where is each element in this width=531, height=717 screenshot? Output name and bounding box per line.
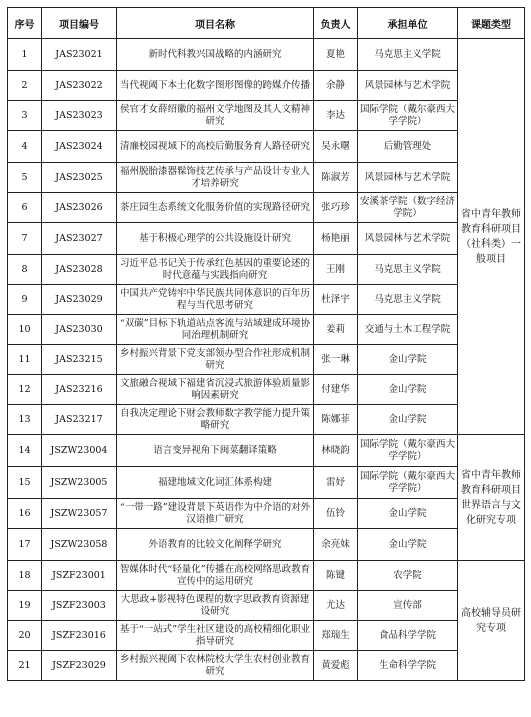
cell-no: 21 (8, 651, 42, 681)
cell-name: 中国共产党铸牢中华民族共同体意识的百年历程与当代思考研究 (117, 285, 314, 315)
table-row (8, 651, 525, 681)
cell-unit: 风景园林与艺术学院 (358, 163, 458, 193)
cell-code: JAS23030 (42, 315, 117, 345)
cell-code: JAS23029 (42, 285, 117, 315)
cell-leader: 林晓韵 (314, 435, 358, 467)
cell-no: 5 (8, 163, 42, 193)
cell-name: 文旅融合视域下福建省沉浸式旅游体验质量影响因素研究 (117, 375, 314, 405)
cell-no: 9 (8, 285, 42, 315)
cell-code: JAS23028 (42, 255, 117, 285)
table-row (8, 529, 525, 561)
table-row (8, 71, 525, 101)
cell-unit: 金山学院 (358, 499, 458, 529)
cell-code: JSZF23001 (42, 561, 117, 591)
cell-code: JAS23021 (42, 39, 117, 71)
project-table (7, 7, 525, 681)
cell-unit: 风景园林与艺术学院 (358, 223, 458, 255)
cell-unit: 金山学院 (358, 375, 458, 405)
cell-leader: 张一琳 (314, 345, 358, 375)
table-row (8, 39, 525, 71)
cell-unit: 国际学院（戴尔豪西大学学院） (358, 101, 458, 131)
cell-leader: 付建华 (314, 375, 358, 405)
table-row (8, 101, 525, 131)
cell-code: JSZW23057 (42, 499, 117, 529)
cell-leader: 张巧珍 (314, 193, 358, 223)
cell-leader: 姜莉 (314, 315, 358, 345)
cell-no: 17 (8, 529, 42, 561)
header-type: 课题类型 (458, 8, 525, 39)
header-name: 项目名称 (117, 8, 314, 39)
cell-name: 福建地域文化词汇体系构建 (117, 467, 314, 499)
cell-code: JSZF23029 (42, 651, 117, 681)
table-row (8, 467, 525, 499)
cell-no: 4 (8, 131, 42, 163)
table-row (8, 255, 525, 285)
header-no: 序号 (8, 8, 42, 39)
cell-name: “双碳”目标下轨道站点客流与站域建成环境协同治理机制研究 (117, 315, 314, 345)
cell-name: “一带一路”建设背景下英语作为中介语的对外汉语推广研究 (117, 499, 314, 529)
cell-leader: 陈键 (314, 561, 358, 591)
cell-no: 15 (8, 467, 42, 499)
cell-name: 乡村振兴视阈下农林院校大学生农村创业教育研究 (117, 651, 314, 681)
cell-no: 1 (8, 39, 42, 71)
cell-name: 基于积极心理学的公共设施设计研究 (117, 223, 314, 255)
cell-no: 3 (8, 101, 42, 131)
table-row (8, 375, 525, 405)
cell-code: JAS23024 (42, 131, 117, 163)
cell-unit: 马克思主义学院 (358, 285, 458, 315)
header-row (8, 8, 525, 39)
cell-leader: 吴永曙 (314, 131, 358, 163)
cell-name: 侯官才女薛绍徽的福州文学地图及其人文精神研究 (117, 101, 314, 131)
cell-leader: 王刚 (314, 255, 358, 285)
table-row (8, 561, 525, 591)
cell-unit: 交通与土木工程学院 (358, 315, 458, 345)
cell-no: 2 (8, 71, 42, 101)
cell-no: 20 (8, 621, 42, 651)
table-row (8, 435, 525, 467)
cell-type: 省中青年教师教育科研项目（社科类）一般项目 (458, 39, 525, 435)
cell-name: 外语教育的比较文化阐释学研究 (117, 529, 314, 561)
cell-code: JSZW23058 (42, 529, 117, 561)
cell-name: 福州脱胎漆器髹饰技艺传承与产品设计专业人才培养研究 (117, 163, 314, 193)
cell-code: JAS23025 (42, 163, 117, 193)
table-row (8, 345, 525, 375)
header-unit: 承担单位 (358, 8, 458, 39)
table-row (8, 163, 525, 193)
table-row (8, 621, 525, 651)
cell-unit: 金山学院 (358, 345, 458, 375)
cell-unit: 金山学院 (358, 405, 458, 435)
cell-leader: 李达 (314, 101, 358, 131)
cell-name: 智媒体时代“轻量化”传播在高校网络思政教育宣传中的运用研究 (117, 561, 314, 591)
cell-name: 新时代科教兴国战略的内涵研究 (117, 39, 314, 71)
header-code: 项目编号 (42, 8, 117, 39)
cell-name: 大思政+影视特色课程的数字思政教育资源建设研究 (117, 591, 314, 621)
cell-unit: 金山学院 (358, 529, 458, 561)
cell-code: JAS23027 (42, 223, 117, 255)
cell-code: JSZW23005 (42, 467, 117, 499)
cell-no: 11 (8, 345, 42, 375)
cell-name: 清廉校园视域下的高校后勤服务育人路径研究 (117, 131, 314, 163)
table-row (8, 223, 525, 255)
cell-name: 当代视阈下本土化数字图形图像的跨媒介传播 (117, 71, 314, 101)
cell-leader: 余静 (314, 71, 358, 101)
cell-unit: 食品科学学院 (358, 621, 458, 651)
cell-no: 12 (8, 375, 42, 405)
cell-leader: 夏艳 (314, 39, 358, 71)
cell-code: JSZW23004 (42, 435, 117, 467)
cell-code: JAS23022 (42, 71, 117, 101)
cell-unit: 国际学院（戴尔豪西大学学院） (358, 435, 458, 467)
cell-no: 13 (8, 405, 42, 435)
cell-no: 10 (8, 315, 42, 345)
cell-code: JAS23023 (42, 101, 117, 131)
table-row (8, 285, 525, 315)
cell-no: 8 (8, 255, 42, 285)
cell-unit: 农学院 (358, 561, 458, 591)
cell-unit: 风景园林与艺术学院 (358, 71, 458, 101)
table-row (8, 405, 525, 435)
cell-type: 省中青年教师教育科研项目世界语言与文化研究专项 (458, 435, 525, 561)
cell-unit: 马克思主义学院 (358, 39, 458, 71)
cell-leader: 伍铃 (314, 499, 358, 529)
cell-no: 18 (8, 561, 42, 591)
cell-leader: 雷妤 (314, 467, 358, 499)
cell-no: 14 (8, 435, 42, 467)
cell-name: 语言变异视角下闽菜翻译策略 (117, 435, 314, 467)
cell-code: JAS23026 (42, 193, 117, 223)
cell-code: JAS23215 (42, 345, 117, 375)
cell-unit: 生命科学学院 (358, 651, 458, 681)
cell-name: 习近平总书记关于传承红色基因的重要论述的时代意蕴与实践指向研究 (117, 255, 314, 285)
cell-name: 乡村振兴背景下党支部领办型合作社形成机制研究 (117, 345, 314, 375)
cell-name: 自我决定理论下财会教师数字教学能力提升策略研究 (117, 405, 314, 435)
cell-leader: 尤达 (314, 591, 358, 621)
cell-unit: 后勤管理处 (358, 131, 458, 163)
table-row (8, 499, 525, 529)
cell-unit: 马克思主义学院 (358, 255, 458, 285)
cell-code: JSZF23016 (42, 621, 117, 651)
table-row (8, 591, 525, 621)
cell-code: JSZF23003 (42, 591, 117, 621)
cell-type: 高校辅导员研究专项 (458, 561, 525, 681)
cell-code: JAS23217 (42, 405, 117, 435)
cell-no: 7 (8, 223, 42, 255)
cell-leader: 陈娜菲 (314, 405, 358, 435)
table-row (8, 131, 525, 163)
cell-name: 基于“一站式”学生社区建设的高校精细化职业指导研究 (117, 621, 314, 651)
cell-unit: 国际学院（戴尔豪西大学学院） (358, 467, 458, 499)
table-row (8, 193, 525, 223)
header-leader: 负责人 (314, 8, 358, 39)
cell-leader: 杜泽宇 (314, 285, 358, 315)
cell-leader: 杨艳丽 (314, 223, 358, 255)
cell-no: 16 (8, 499, 42, 529)
cell-leader: 陈淑芳 (314, 163, 358, 193)
cell-unit: 安溪茶学院（数字经济学院） (358, 193, 458, 223)
table-row (8, 315, 525, 345)
cell-leader: 黄爱彪 (314, 651, 358, 681)
cell-no: 19 (8, 591, 42, 621)
cell-code: JAS23216 (42, 375, 117, 405)
cell-leader: 郑瑞生 (314, 621, 358, 651)
cell-unit: 宣传部 (358, 591, 458, 621)
cell-name: 茶庄园生态系统文化服务价值的实现路径研究 (117, 193, 314, 223)
cell-no: 6 (8, 193, 42, 223)
cell-leader: 余亮妹 (314, 529, 358, 561)
